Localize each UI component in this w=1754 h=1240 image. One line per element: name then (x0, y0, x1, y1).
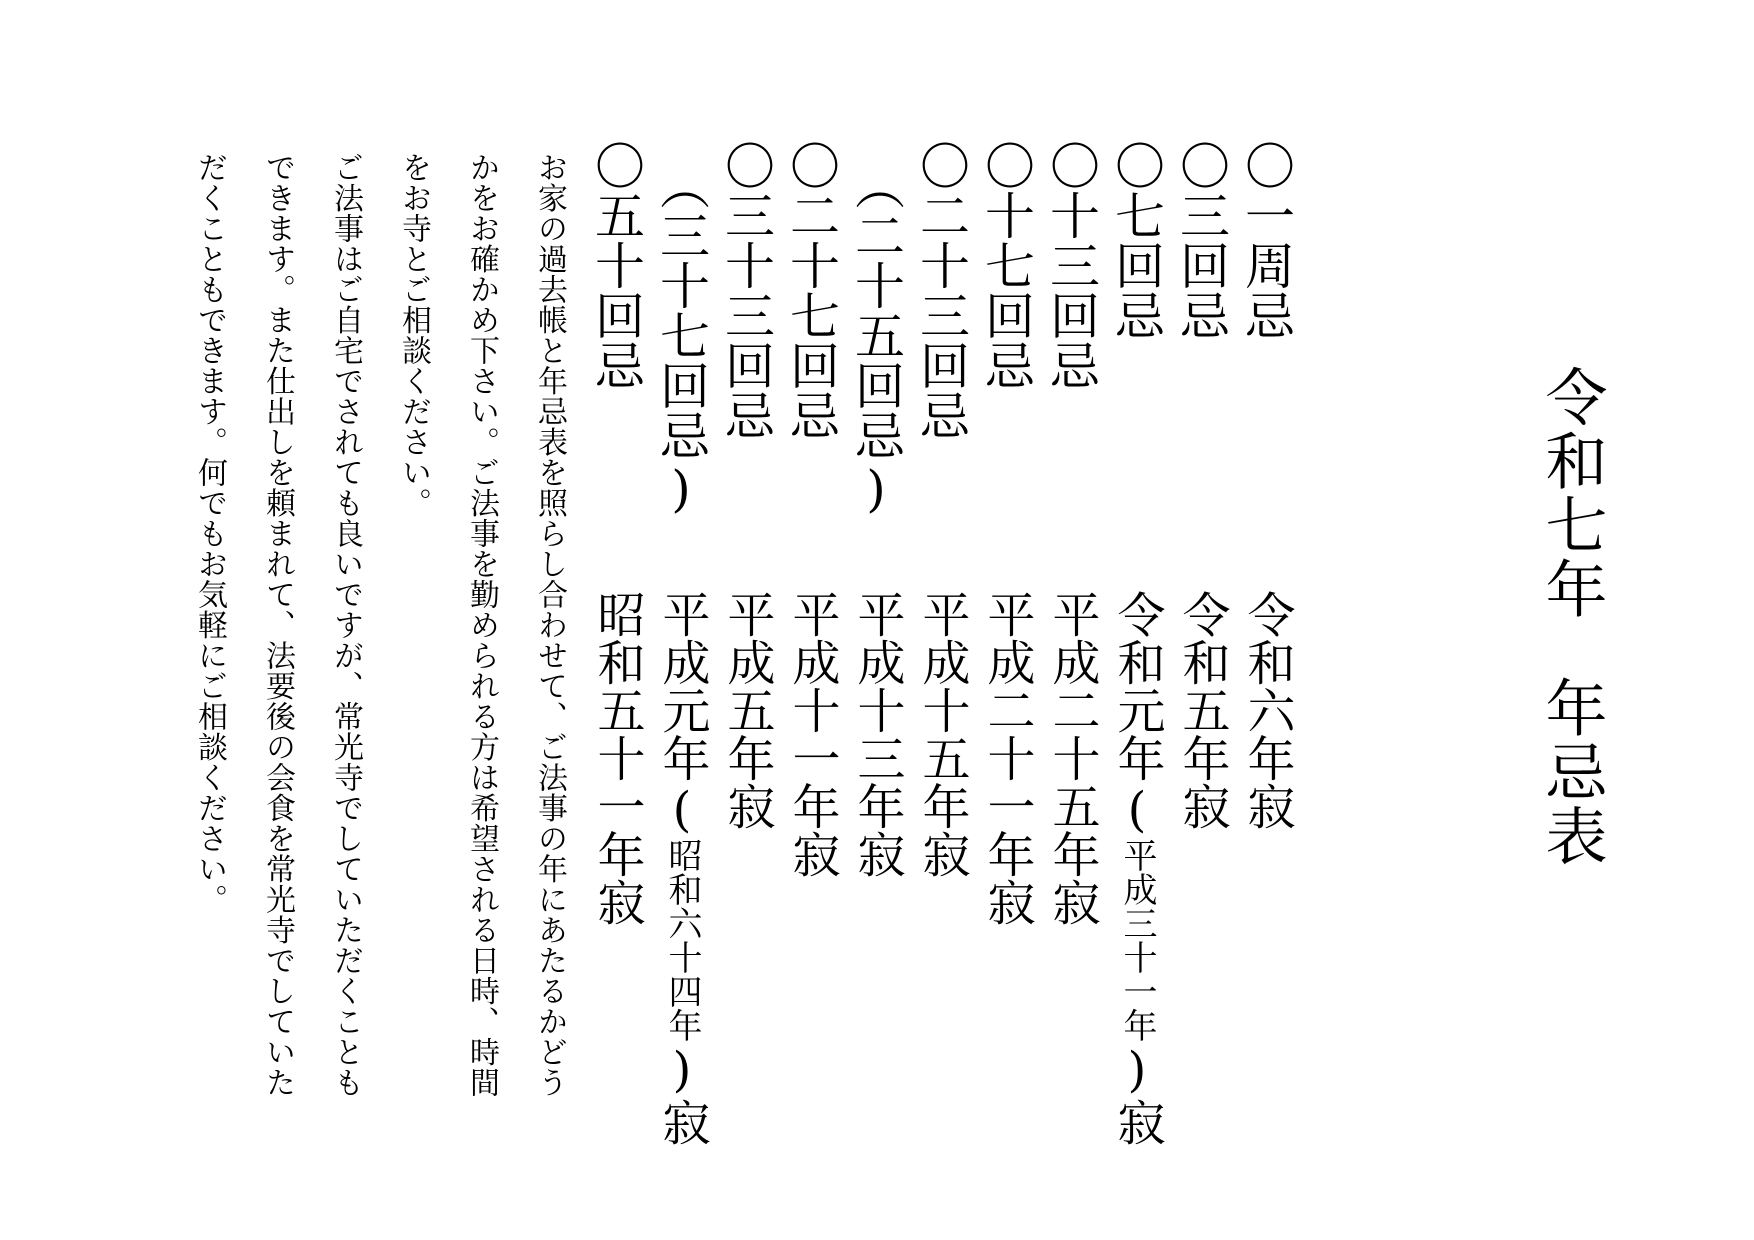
title-label: 年忌表 (1535, 676, 1608, 868)
note-line: だくこともできます。何でもお気軽にご相談ください。 (192, 152, 227, 915)
memorial-year: 令和元年(平成三十一年)寂 (1109, 590, 1165, 1146)
memorial-year-sub: 昭和六十四年 (662, 838, 702, 1042)
memorial-name: 〇十三回忌 (1042, 140, 1100, 390)
memorial-name: 〇五十回忌 (587, 140, 645, 390)
memorial-year: 平成元年(昭和六十四年)寂 (654, 590, 710, 1146)
memorial-year: 昭和五十一年寂 (589, 590, 645, 926)
memorial-year: 平成二十五年寂 (1044, 590, 1100, 926)
title-era: 令和七年 (1535, 365, 1608, 621)
note-line: かをお確かめ下さい。ご法事を勤められる方は希望される日時、時間 (464, 152, 499, 1098)
memorial-year: 平成十三年寂 (849, 590, 905, 878)
memorial-name: 〇十七回忌 (977, 140, 1035, 390)
note-line: をお寺とご相談ください。 (396, 152, 431, 518)
memorial-year: 令和六年寂 (1239, 590, 1295, 830)
memorial-name: 〇二十七回忌 (782, 140, 840, 440)
memorial-name: 〇二十三回忌 (912, 140, 970, 440)
note-line: できます。また仕出しを頼まれて、法要後の会食を常光寺でしていた (260, 152, 295, 1098)
memorial-name: 〇三回忌 (1172, 140, 1230, 340)
page-title (1535, 365, 1608, 868)
memorial-name: 〇一周忌 (1237, 140, 1295, 340)
memorial-year: 令和五年寂 (1174, 590, 1230, 830)
memorial-year: 平成十五年寂 (914, 590, 970, 878)
memorial-year: 平成五年寂 (719, 590, 775, 830)
memorial-year: 平成二十一年寂 (979, 590, 1035, 926)
note-line: ご法事はご自宅でされても良いですが、常光寺でしていただくことも (328, 152, 363, 1098)
memorial-name: （二十五回忌) (847, 160, 905, 518)
memorial-name: 〇三十三回忌 (717, 140, 775, 440)
note-line: お家の過去帳と年忌表を照らし合わせて、ご法事の年にあたるかどう (532, 152, 567, 1098)
memorial-year-sub: 平成三十一年 (1117, 838, 1157, 1042)
memorial-name: （三十七回忌) (652, 160, 710, 518)
memorial-year: 平成十一年寂 (784, 590, 840, 878)
memorial-name: 〇七回忌 (1107, 140, 1165, 340)
